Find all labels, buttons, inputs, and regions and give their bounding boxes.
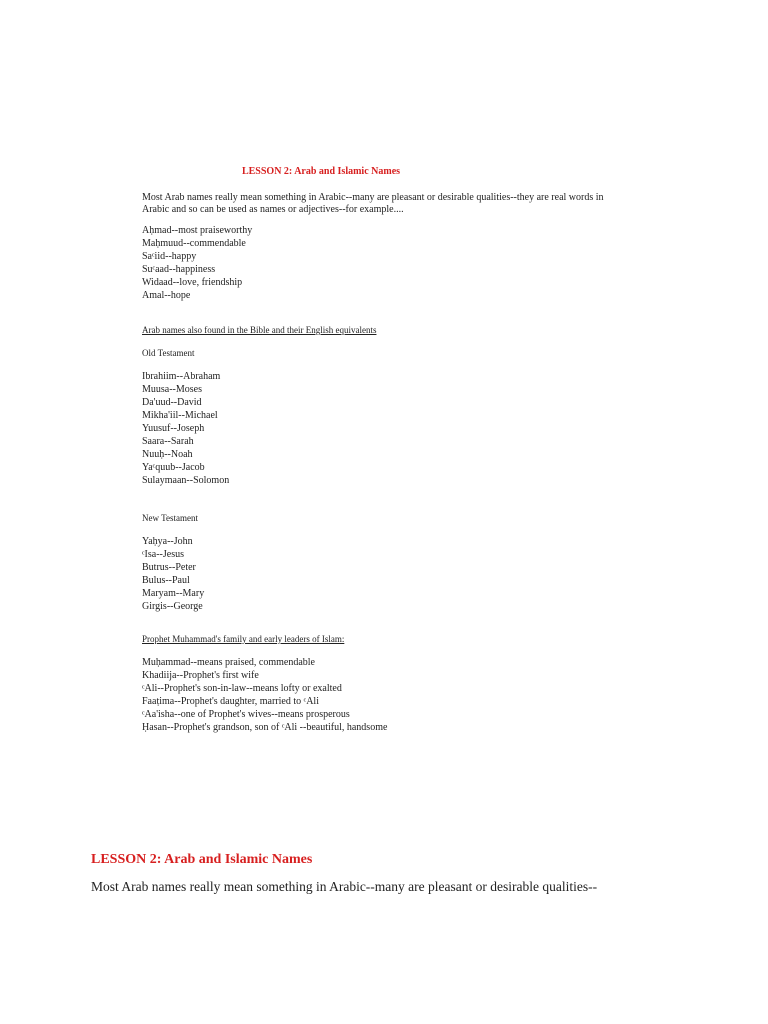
list-item: Amal--hope <box>142 290 191 301</box>
list-item: Saara--Sarah <box>142 436 194 447</box>
meanings-list <box>142 224 642 302</box>
list-item: Yaḥya--John <box>142 536 193 547</box>
prophet-family-heading: Prophet Muhammad's family and early leaders of Islam: <box>142 634 345 644</box>
prophet-family-list <box>142 656 642 734</box>
section-title: LESSON 2: Arab and Islamic Names <box>91 852 313 867</box>
list-item: Muḥammad--means praised, commendable <box>142 657 315 668</box>
old-testament-list <box>142 370 642 487</box>
old-testament-heading: Old Testament <box>142 348 195 358</box>
intro-paragraph: Most Arab names really mean something in Arabic--many are pleasant or desirable qualities--they are real words in Arabic and so can be used as names or adjectives--for example.... <box>142 192 604 215</box>
new-testament-list <box>142 535 642 613</box>
list-item: Maryam--Mary <box>142 588 205 599</box>
list-item: Saᶜiid--happy <box>142 251 197 262</box>
document-text-section <box>91 850 751 896</box>
list-item: Butrus--Peter <box>142 562 196 573</box>
list-item: Sulaymaan--Solomon <box>142 475 230 486</box>
lesson-title: LESSON 2: Arab and Islamic Names <box>241 166 401 177</box>
list-item: Bulus--Paul <box>142 575 190 586</box>
list-item: Yaᶜquub--Jacob <box>142 462 205 473</box>
list-item: ᶜIsa--Jesus <box>142 549 184 560</box>
list-item: Maḥmuud--commendable <box>142 238 246 249</box>
list-item: Da'uud--David <box>142 397 202 408</box>
list-item: ᶜAli--Prophet's son-in-law--means lofty or exalted <box>142 683 342 694</box>
list-item: Ḥasan--Prophet's grandson, son of ᶜAli --beautiful, handsome <box>142 722 388 733</box>
list-item: ᶜAa'isha--one of Prophet's wives--means prosperous <box>142 709 350 720</box>
list-item: Suᶜaad--happiness <box>142 264 216 275</box>
bible-names-heading: Arab names also found in the Bible and their English equivalents <box>142 325 377 335</box>
list-item: Girgis--George <box>142 601 203 612</box>
section-intro: Most Arab names really mean something in Arabic--many are pleasant or desirable qualities-- <box>91 879 598 894</box>
list-item: Faaṭima--Prophet's daughter, married to ᶜAli <box>142 696 319 707</box>
document-page-thumbnail <box>142 166 642 734</box>
list-item: Khadiija--Prophet's first wife <box>142 670 259 681</box>
list-item: Mikha'iil--Michael <box>142 410 218 421</box>
list-item: Aḥmad--most praiseworthy <box>142 225 253 236</box>
list-item: Ibrahiim--Abraham <box>142 371 221 382</box>
list-item: Nuuḥ--Noah <box>142 449 193 460</box>
list-item: Muusa--Moses <box>142 384 202 395</box>
list-item: Widaad--love, friendship <box>142 277 243 288</box>
new-testament-heading: New Testament <box>142 513 198 523</box>
list-item: Yuusuf--Joseph <box>142 423 205 434</box>
